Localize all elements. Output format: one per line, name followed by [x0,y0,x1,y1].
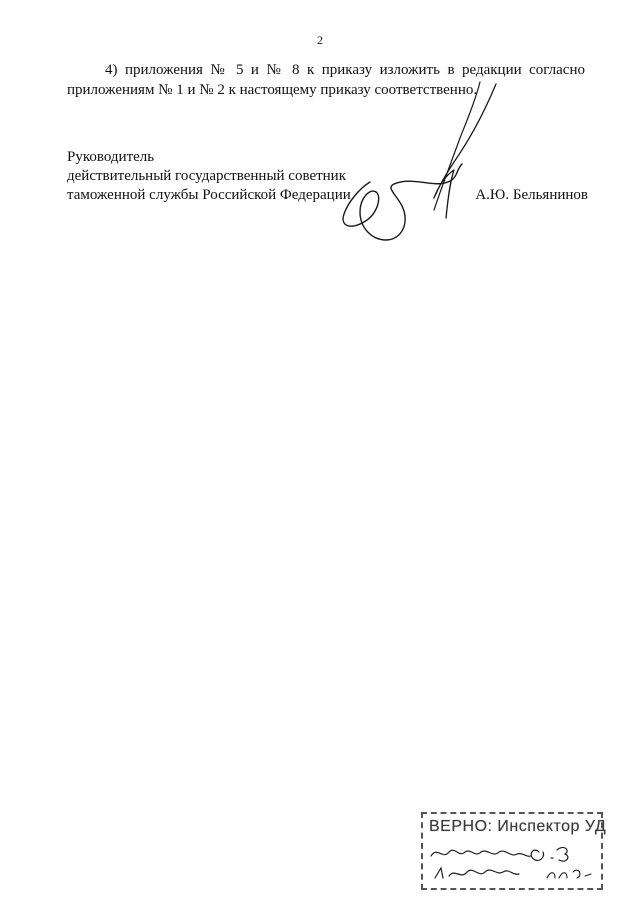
paragraph-line-2: приложениям № 1 и № 2 к настоящему приказу соответственно. [67,82,478,98]
page-number: 2 [317,33,323,47]
signatory-name: А.Ю. Бельянинов [475,187,588,203]
paragraph-line-1: 4) приложения № 5 и № 8 к приказу изложить в редакции согласно [105,62,585,78]
signatory-title-line-3: таможенной службы Российской Федерации [67,187,351,203]
stamp-header: ВЕРНО: Инспектор УД [429,818,607,835]
signatory-title-line-1: Руководитель [67,149,155,165]
verification-stamp [421,812,607,890]
signatory-title-line-2: действительный государственный советник [67,168,347,184]
stamp-handwriting [427,836,599,886]
handwritten-signature [330,78,520,248]
